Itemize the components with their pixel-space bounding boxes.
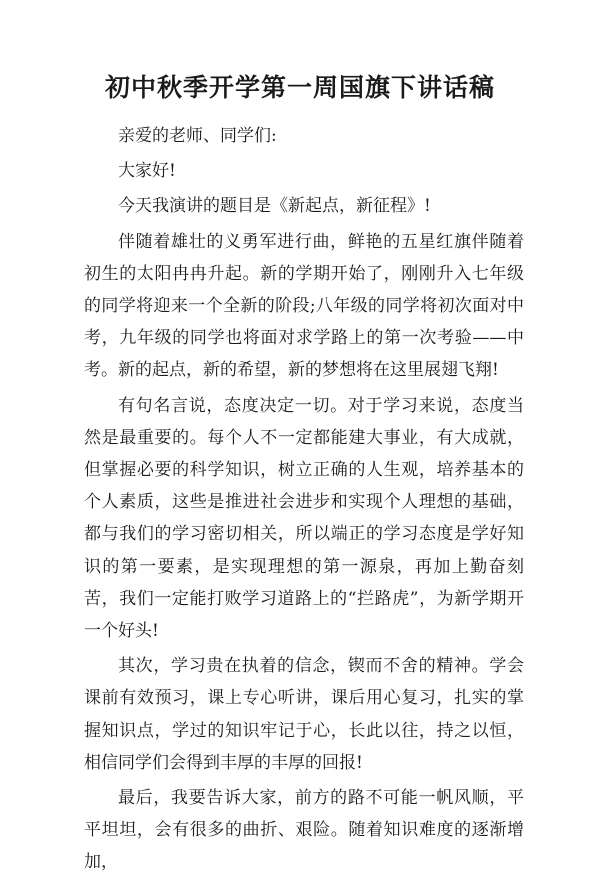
paragraph-new-semester: 伴随着雄壮的义勇军进行曲，鲜艳的五星红旗伴随着初生的太阳冉冉升起。新的学期开始了，刚刚升入七年级的同学将迎来一个全新的阶段;八年级的同学将初次面对中考，九年级的同学也将面对求学路上的第一次考验——中考。新的起点，新的希望，新的梦想将在这里展翅飞翔! (84, 231, 524, 381)
speech-topic-line: 今天我演讲的题目是《新起点，新征程》! (118, 196, 431, 217)
paragraph-finally: 最后，我要告诉大家，前方的路不可能一帆风顺，平平坦坦，会有很多的曲折、艰险。随着知识难度的逐渐增加， (84, 788, 524, 873)
paragraph-attitude: 有句名言说，态度决定一切。对于学习来说，态度当然是最重要的。每个人不一定都能建大事业，有大成就，但掌握必要的科学知识，树立正确的人生观，培养基本的个人素质，这些是推进社会进步和实现个人理想的基础，都与我们的学习密切相关，所以端正的学习态度是学好知识的第一要素，是实现理想的第一源泉，再加上勤奋刻苦，我们一定能打败学习道路上的“拦路虎”，为新学期开一个好头! (84, 395, 524, 642)
salutation-line: 大家好! (118, 161, 176, 182)
document-body (84, 120, 524, 882)
page-title: 初中秋季开学第一周国旗下讲话稿 (104, 73, 495, 102)
greeting-line: 亲爱的老师、同学们: (118, 126, 277, 146)
paragraph-persistence: 其次，学习贵在执着的信念，锲而不舍的精神。学会课前有效预习，课上专心听讲，课后用心复习，扎实的掌握知识点，学过的知识牢记于心，长此以往，持之以恒，相信同学们会得到丰厚的丰厚的回报! (84, 656, 524, 773)
